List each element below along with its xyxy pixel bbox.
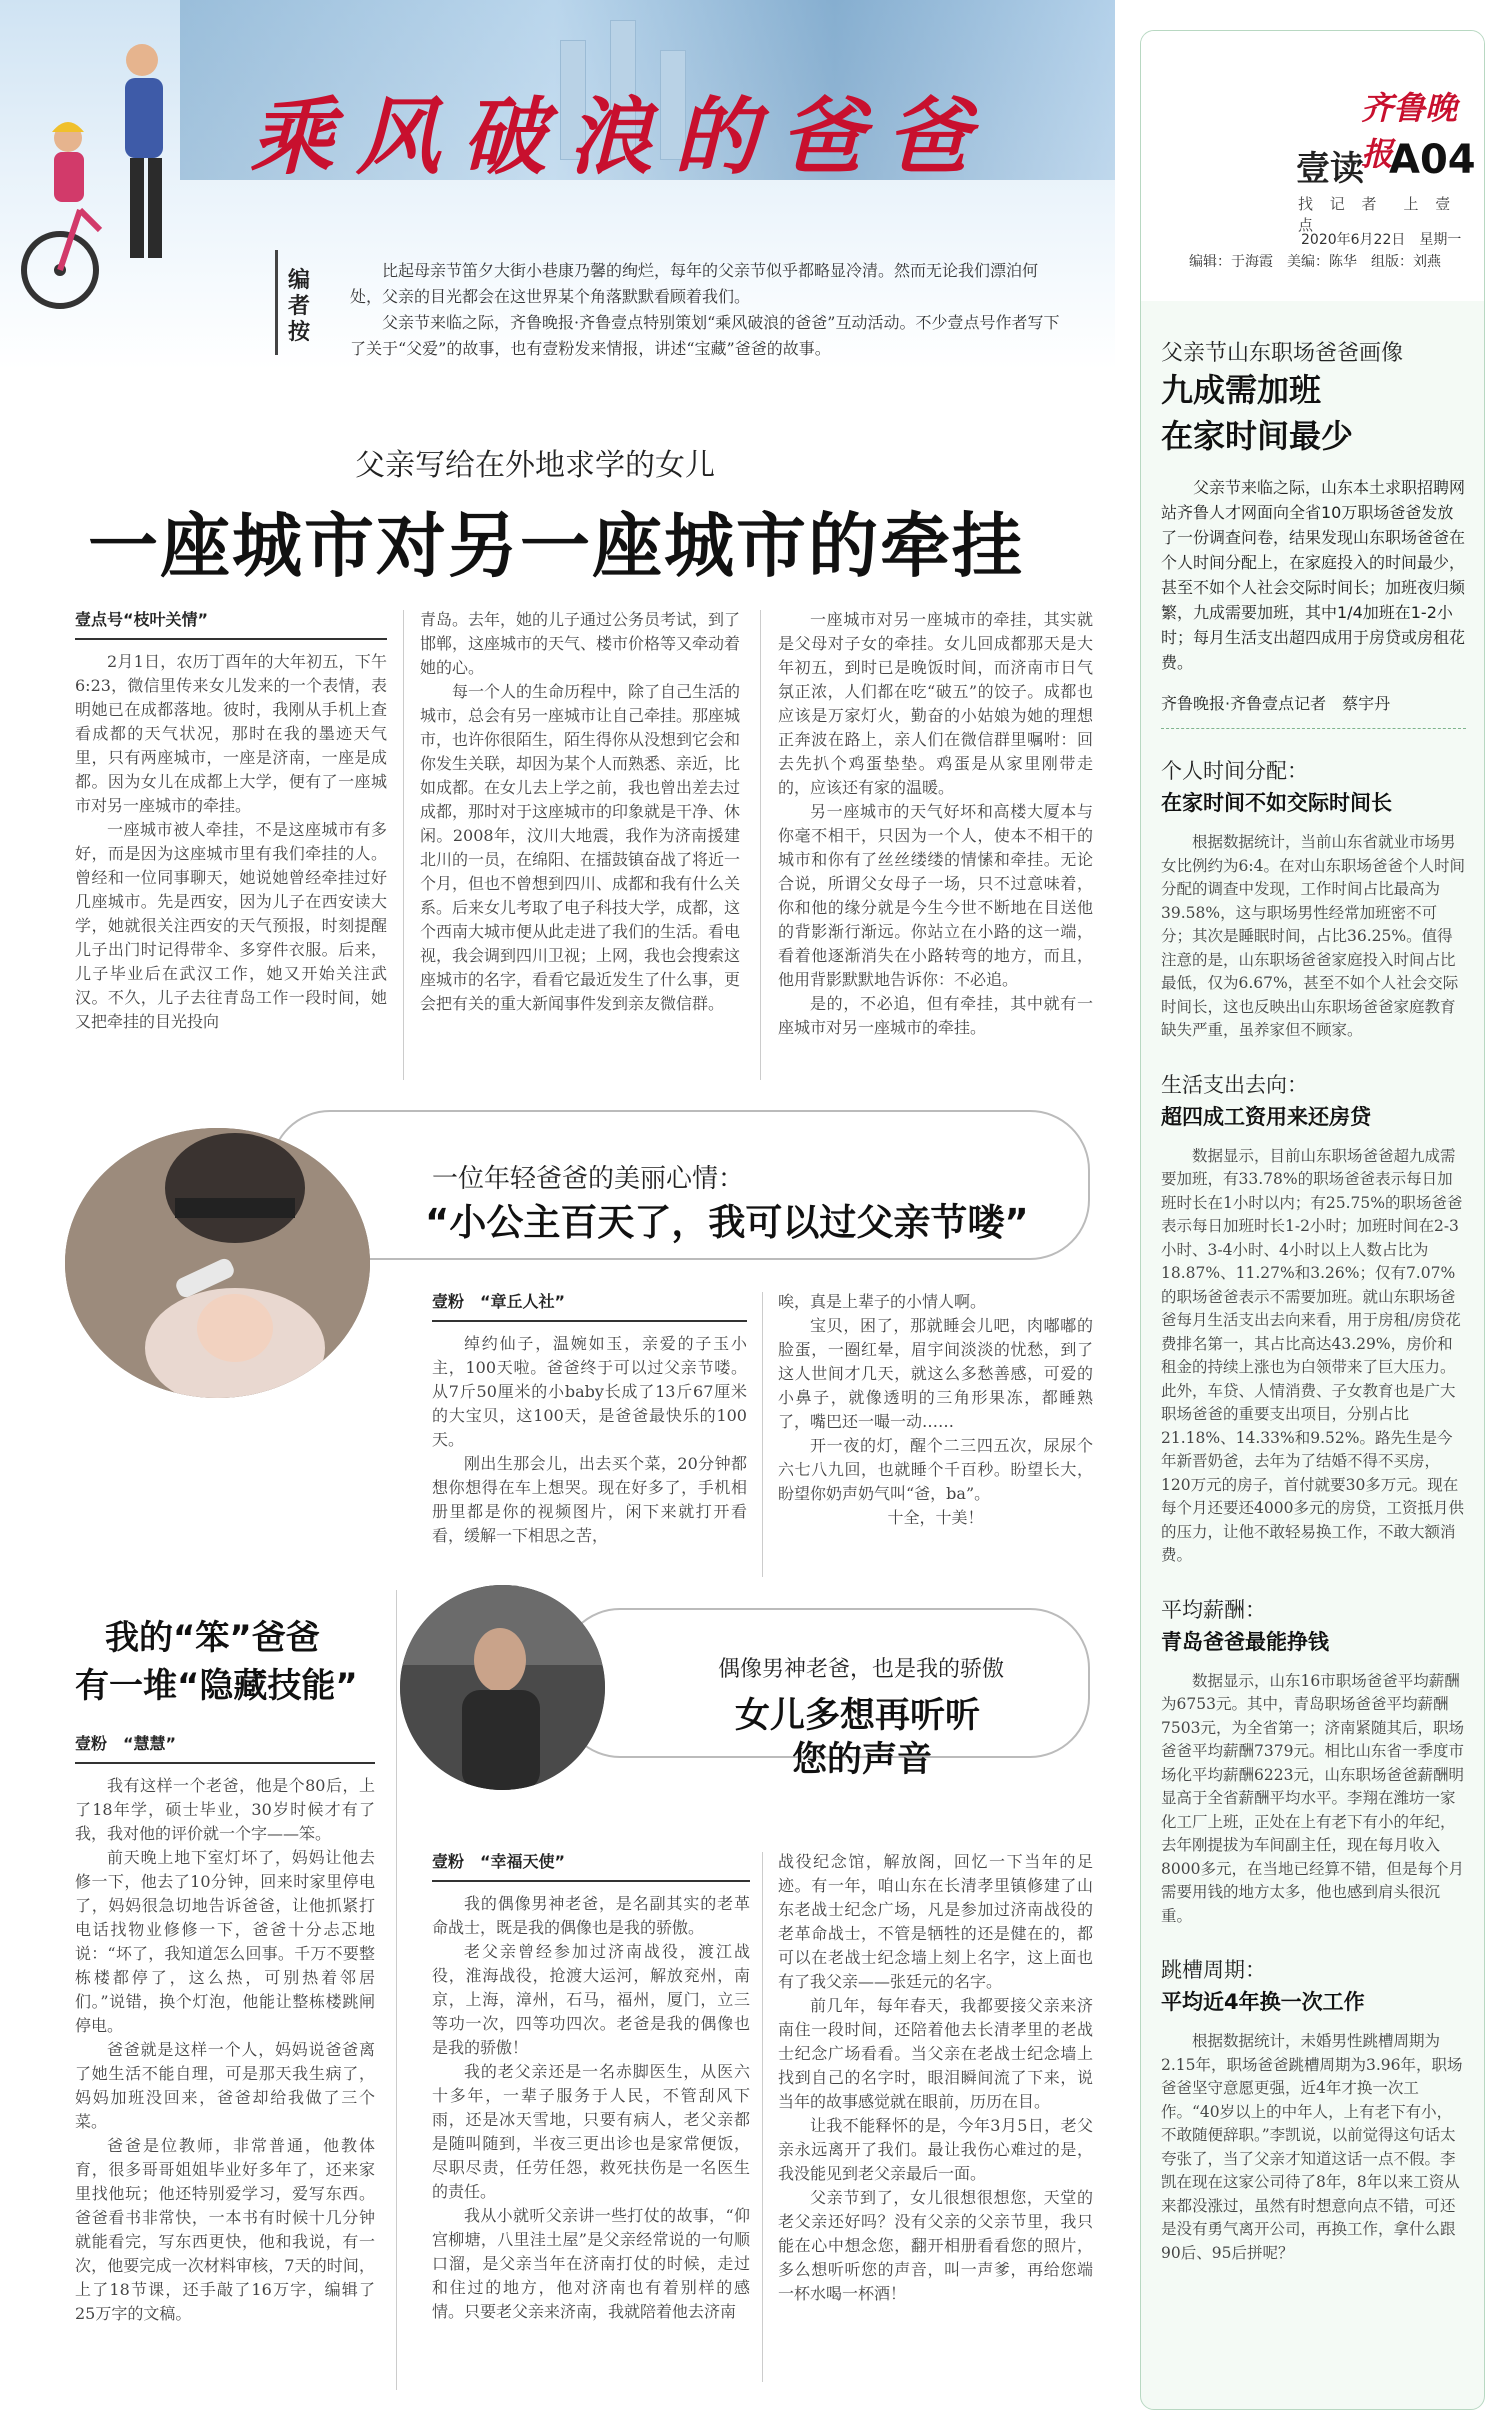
- article4-kicker: 偶像男神老爸，也是我的骄傲: [718, 1657, 1005, 1682]
- subsection-body: 数据显示，目前山东职场爸爸超九成需要加班，有33.78%的职场爸爸表示每日加班时长在1小时以内；有25.75%的职场爸爸表示每日加班时长1-2小时；加班时间在2-3小时、3-4小时、4小时以上人数占比为18.87%、11.27%和3.26%；仅有7.07%的职场爸爸表示不需要加班。就山东职场爸爸每月生活支出去向来看，用于房租/房贷花费排名第一，其占比高达43.29%，房价和租金的持续上涨也为白领带来了巨大压力。此外，车贷、人情消费、子女教育也是广大职场爸爸的重要支出项目，分别占比21.18%、14.33%和9.52%。路先生是今年新晋奶爸，去年为了结婚不得不买房，120万元的房子，首付就要30多万元。现在每个月还要还4000多元的房贷，工资抵月供的压力，让他不敢轻易换工作，不敢大额消费。: [1161, 1146, 1464, 1564]
- article3-title: 我的“笨”爸爸: [105, 1618, 320, 1658]
- subsection-kicker: 个人时间分配：: [1161, 759, 1308, 783]
- sidebar-byline: 齐鲁晚报·齐鲁壹点记者 蔡宇丹: [1161, 691, 1466, 729]
- article1-kicker: 父亲写给在外地求学的女儿: [355, 448, 715, 483]
- column-divider: [760, 610, 761, 1080]
- editor-note-paragraph: 父亲节来临之际，齐鲁晚报·齐鲁壹点特别策划“乘风破浪的爸爸”互动活动。不少壹点号作者写下了关于“父爱”的故事，也有壹粉发来情报，讲述“宝藏”爸爸的故事。: [350, 313, 1060, 358]
- column-divider: [403, 610, 404, 1080]
- banner-title: 乘风破浪的爸爸: [250, 87, 993, 186]
- subsection-kicker: 跳槽周期：: [1161, 1958, 1266, 1982]
- sidebar-subsection: [1161, 755, 1466, 1043]
- article1-column: [420, 608, 740, 1088]
- article1-author: 壹点号“枝叶关情”: [75, 608, 387, 640]
- page-number: A04: [1389, 137, 1476, 183]
- paragraph: 我从小就听父亲讲一些打仗的故事，“仰宫柳塘，八里洼土屋”是父亲经常说的一句顺口溜，是父亲当年在济南打仗的时候，走过和住过的地方，他对济南也有着别样的感情。只要老父亲来济南，我就陪着他去济南: [432, 2206, 750, 2321]
- editor-note-label: 编者按: [288, 268, 311, 345]
- issue-date: 2020年6月22日 星期一: [1301, 232, 1462, 248]
- paragraph: 每一个人的生命历程中，除了自己生活的城市，总会有另一座城市让自己牵挂。那座城市，也许你很陌生，陌生得你从没想到它会和你发生关联，却因为某个人而熟悉、亲近，比如成都。在女儿去上学之前，我也曾出差去过成都，那时对于这座城市的印象就是干净、休闲。2008年，汶川大地震，我作为济南援建北川的一员，在绵阳、在擂鼓镇奋战了将近一个月，但也不曾想到四川、成都和我有什么关系。后来女儿考取了电子科技大学，成都，这个西南大城市便从此走进了我们的生活。看电视，我会调到四川卫视；上网，我也会搜索这座城市的名字，看看它最近发生了什么事，更会把有关的重大新闻事件发到亲友微信群。: [420, 682, 740, 1013]
- paragraph: 一座城市对另一座城市的牵挂，其实就是父母对子女的牵挂。女儿回成都那天是大年初五，到时已是晚饭时间，而济南市日气氛正浓，人们都在吃“破五”的饺子。成都也应该是万家灯火，勤奋的小姑娘为她的理想正奔波在路上，亲人们在微信群里嘱咐：回去先扒个鸡蛋垫垫。鸡蛋是从家里刚带走的，应该还有家的温暖。: [778, 610, 1093, 797]
- article4-title: 女儿多想再听听: [735, 1696, 981, 1736]
- paragraph: 爸爸就是这样一个人，妈妈说爸爸离了她生活不能自理，可是那天我生病了，妈妈加班没回来，爸爸却给我做了三个菜。: [75, 2040, 375, 2131]
- paragraph: 前几年，每年春天，我都要接父亲来济南住一段时间，还陪着他去长清孝里的老战士纪念广场看看。当父亲在老战士纪念墙上找到自己的名字时，眼泪瞬间流了下来，说当年的故事感觉就在眼前，历历在目。: [778, 1996, 1093, 2111]
- sidebar-subsection: [1161, 1594, 1466, 1929]
- sidebar-lead: 父亲节来临之际，山东本土求职招聘网站齐鲁人才网面向全省10万职场爸爸发放了一份调查问卷，结果发现山东职场爸爸在个人时间分配上，在家庭投入的时间最少，甚至不如个人社会交际时间长；加班夜归频繁，九成需要加班，其中1/4加班在1-2小时；每月生活支出超四成用于房贷或房租花费。: [1161, 478, 1466, 672]
- subsection-body: 数据显示，山东16市职场爸爸平均薪酬为6753元。其中，青岛职场爸爸平均薪酬7503元，为全省第一；济南紧随其后，职场爸爸平均薪酬7379元。相比山东省一季度市场化平均薪酬6223元，山东职场爸爸薪酬明显高于全省薪酬平均水平。李翔在潍坊一家化工厂上班，正处在上有老下有小的年纪，去年刚提拔为车间副主任，现在每月收入8000多元，在当地已经算不错，但是每个月需要用钱的地方太多，他也感到肩头很沉重。: [1161, 1671, 1464, 1925]
- paragraph: 前天晚上地下室灯坏了，妈妈让他去修一下，他去了10分钟，回来时家里停电了，妈妈很急切地告诉爸爸，让他抓紧打电话找物业修修一下，爸爸十分忐忑地说：“坏了，我知道怎么回事。千万不要整栋楼都停了，这么热，可别热着邻居们。”说错，换个灯泡，他能让整栋楼跳闸停电。: [75, 1848, 375, 2035]
- article2-column: [432, 1290, 747, 1580]
- brand-logo: 齐鲁晚报: [1361, 89, 1458, 173]
- paragraph: 十全，十美！: [887, 1508, 984, 1527]
- column-divider: [762, 1292, 763, 1577]
- paragraph: 宝贝，困了，那就睡会儿吧，肉嘟嘟的脸蛋，一圈红晕，眉宇间淡淡的忧愁，到了这人世间才几天，就这么多愁善感，可爱的小鼻子，就像透明的三角形果冻，都睡熟了，嘴巴还一嘬一动……: [778, 1316, 1093, 1431]
- slogan: 找 记 者 上 壹 点: [1298, 195, 1457, 234]
- editor-note: [350, 258, 1060, 362]
- article1-title: 一座城市对另一座城市的牵挂: [88, 505, 1024, 587]
- article4-title: 您的声音: [792, 1740, 933, 1780]
- article4-column: [432, 1850, 750, 2385]
- father-baby-photo: [65, 1128, 370, 1398]
- banner: [0, 0, 1115, 370]
- article4-author: 壹粉 “幸福天使”: [432, 1850, 750, 1882]
- paragraph: 一座城市被人牵挂，不是这座城市有多好，而是因为这座城市里有我们牵挂的人。曾经和一位同事聊天，她说她曾经牵挂过好几座城市。先是西安，因为儿子在西安读大学，她就很关注西安的天气预报，时刻提醒儿子出门时记得带伞、多穿件衣服。后来，儿子毕业后在武汉工作，她又开始关注武汉。不久，儿子去往青岛工作一段时间，她又把牵挂的目光投向: [75, 820, 387, 1031]
- subsection-body: 根据数据统计，未婚男性跳槽周期为2.15年，职场爸爸跳槽周期为3.96年，职场爸爸坚守意愿更强，近4年才换一次工作。“40岁以上的中年人，上有老下有小，不敢随便辞职。”李凯说，以前觉得这句话太夸张了，当了父亲才知道这话一点不假。李凯在现在这家公司待了8年，8年以来工资从来都没涨过，虽然有时想意向点不错，可还是没有勇气离开公司，再换工作，拿什么跟90后、95后拼呢？: [1161, 2032, 1463, 2262]
- sidebar-panel: [1140, 30, 1485, 2410]
- subsection-title: 超四成工资用来还房贷: [1161, 1104, 1371, 1129]
- masthead: [1141, 31, 1484, 301]
- sidebar-subsection: [1161, 1954, 1466, 2265]
- article2-column: [778, 1290, 1093, 1580]
- paragraph: 青岛。去年，她的儿子通过公务员考试，到了邯郸，这座城市的天气、楼市价格等又牵动着她的心。: [420, 610, 740, 677]
- paragraph: 我有这样一个老爸，他是个80后，上了18年学，硕士毕业，30岁时候才有了我，我对他的评价就一个字——笨。: [75, 1776, 375, 1843]
- column-divider: [762, 1852, 763, 2382]
- editor-note-paragraph: 比起母亲节笛夕大街小巷康乃馨的绚烂，每年的父亲节似乎都略显冷清。然而无论我们漂泊何处，父亲的目光都会在这世界某个角落默默看顾着我们。: [350, 261, 1039, 306]
- paragraph: 唉，真是上辈子的小情人啊。: [778, 1292, 987, 1311]
- column-divider: [396, 1590, 397, 2390]
- paragraph: 我的老父亲还是一名赤脚医生，从医六十多年，一辈子服务于人民，不管刮风下雨，还是冰天雪地，只要有病人，老父亲都是随叫随到，半夜三更出诊也是家常便饭，尽职尽责，任劳任怨，救死扶伤是一名医生的责任。: [432, 2062, 750, 2201]
- subsection-title: 平均近4年换一次工作: [1161, 1990, 1365, 2014]
- paragraph: 另一座城市的天气好坏和高楼大厦本与你毫不相干，只因为一个人，使本不相干的城市和你有了丝丝缕缕的情愫和牵挂。无论合说，所谓父女母子一场，只不过意味着，你和他的缘分就是今生今世不断地在目送他的背影渐行渐远。你站立在小路的这一端，看着他逐渐消失在小路转弯的地方，而且，他用背影默默地告诉你：不必追。: [778, 802, 1093, 989]
- sidebar-title: 在家时间最少: [1161, 417, 1354, 455]
- paragraph: 父亲节到了，女儿很想很想您，天堂的老父亲还好吗？没有父亲的父亲节里，我只能在心中想念您，翻开相册看看您的照片，多么想听听您的声音，叫一声爹，再给您端一杯水喝一杯酒！: [778, 2188, 1093, 2303]
- article2-kicker: 一位年轻爸爸的美丽心情：: [432, 1164, 745, 1194]
- subsection-title: 青岛爸爸最能挣钱: [1161, 1629, 1329, 1654]
- sidebar-subsection: [1161, 1069, 1466, 1568]
- father-child-cycling-illustration: [20, 20, 180, 350]
- sidebar-title: 九成需加班: [1161, 371, 1322, 409]
- paragraph: 绰约仙子，温婉如玉，亲爱的子玉小主，100天啦。爸爸终于可以过父亲节喽。从7斤50厘米的小baby长成了13斤67厘米的大宝贝，这100天，是爸爸最快乐的100天。: [432, 1334, 747, 1449]
- section-name: 壹读: [1296, 149, 1364, 189]
- article1-column: [75, 608, 387, 1088]
- subsection-kicker: 平均薪酬：: [1161, 1597, 1266, 1622]
- subsection-title: 在家时间不如交际时间长: [1161, 791, 1392, 815]
- article2-author: 壹粉 “章丘人社”: [432, 1290, 747, 1322]
- paragraph: 2月1日，农历丁酉年的大年初五，下午6:23，微信里传来女儿发来的一个表情，表明她已在成都落地。彼时，我刚从手机上查看成都的天气状况，那时在我的墨迹天气里，只有两座城市，一座是济南，一座是成都。因为女儿在成都上大学，便有了一座城市对另一座城市的牵挂。: [75, 652, 387, 815]
- father-portrait-photo: [400, 1585, 605, 1790]
- paragraph: 刚出生那会儿，出去买个菜，20分钟都想你想得在车上想哭。现在好多了，手机相册里都是你的视频图片，闲下来就打开看看，缓解一下相思之苦，: [432, 1454, 747, 1545]
- paragraph: 战役纪念馆，解放阁，回忆一下当年的足迹。有一年，咱山东在长清孝里镇修建了山东老战士纪念广场，凡是参加过济南战役的老革命战士，不管是牺牲的还是健在的，都可以在老战士纪念墙上刻上名字，这上面也有了我父亲——张廷元的名字。: [778, 1852, 1093, 1991]
- paragraph: 老父亲曾经参加过济南战役，渡江战役，淮海战役，抢渡大运河，解放兖州，南京，上海，漳州，石马，福州，厦门，立三等功一次，四等功四次。老爸是我的偶像也是我的骄傲！: [432, 1942, 750, 2057]
- article2-title: “小公主百天了，我可以过父亲节喽”: [425, 1201, 1029, 1244]
- article3-author: 壹粉 “慧慧”: [75, 1732, 375, 1764]
- subsection-body: 根据数据统计，当前山东省就业市场男女比例约为6:4。在对山东职场爸爸个人时间分配的调查中发现，工作时间占比最高为39.58%，这与职场男性经常加班密不可分；其次是睡眠时间，占比36.25%。值得注意的是，山东职场爸爸家庭投入时间占比最低，仅为6.67%，甚至不如个人社会交际时间长，这也反映出山东职场爸爸家庭教育缺失严重，虽养家但不顾家。: [1161, 833, 1465, 1039]
- sidebar-article: [1161, 336, 1466, 2265]
- paragraph: 让我不能释怀的是，今年3月5日，老父亲永远离开了我们。最让我伤心难过的是，我没能见到老父亲最后一面。: [778, 2116, 1093, 2183]
- article3-title: 有一堆“隐藏技能”: [75, 1666, 358, 1706]
- article3-column: [75, 1732, 375, 2382]
- paragraph: 开一夜的灯，醒个二三四五次，尿尿个六七八九回，也就睡个千百秒。盼望长大，盼望你奶声奶气叫“爸，ba”。: [778, 1436, 1093, 1503]
- article1-column: [778, 608, 1093, 1088]
- sidebar-kicker: 父亲节山东职场爸爸画像: [1161, 341, 1404, 366]
- staff-credits: 编辑：于海霞 美编：陈华 组版：刘燕: [1189, 254, 1441, 270]
- subsection-kicker: 生活支出去向：: [1161, 1072, 1308, 1097]
- paragraph: 我的偶像男神老爸，是名副其实的老革命战士，既是我的偶像也是我的骄傲。: [432, 1894, 750, 1937]
- paragraph: 爸爸是位教师，非常普通，他教体育，很多哥哥姐姐毕业好多年了，还来家里找他玩；他还特别爱学习，爱写东西。爸爸看书非常快，一本书有时候十几分钟就能看完，写东西更快，他和我说，有一次，他要完成一次材料审核，7天的时间，上了18节课，还手敲了16万字，编辑了25万字的文稿。: [75, 2136, 375, 2323]
- article4-column: [778, 1850, 1093, 2385]
- paragraph: 是的，不必追，但有牵挂，其中就有一座城市对另一座城市的牵挂。: [778, 994, 1093, 1037]
